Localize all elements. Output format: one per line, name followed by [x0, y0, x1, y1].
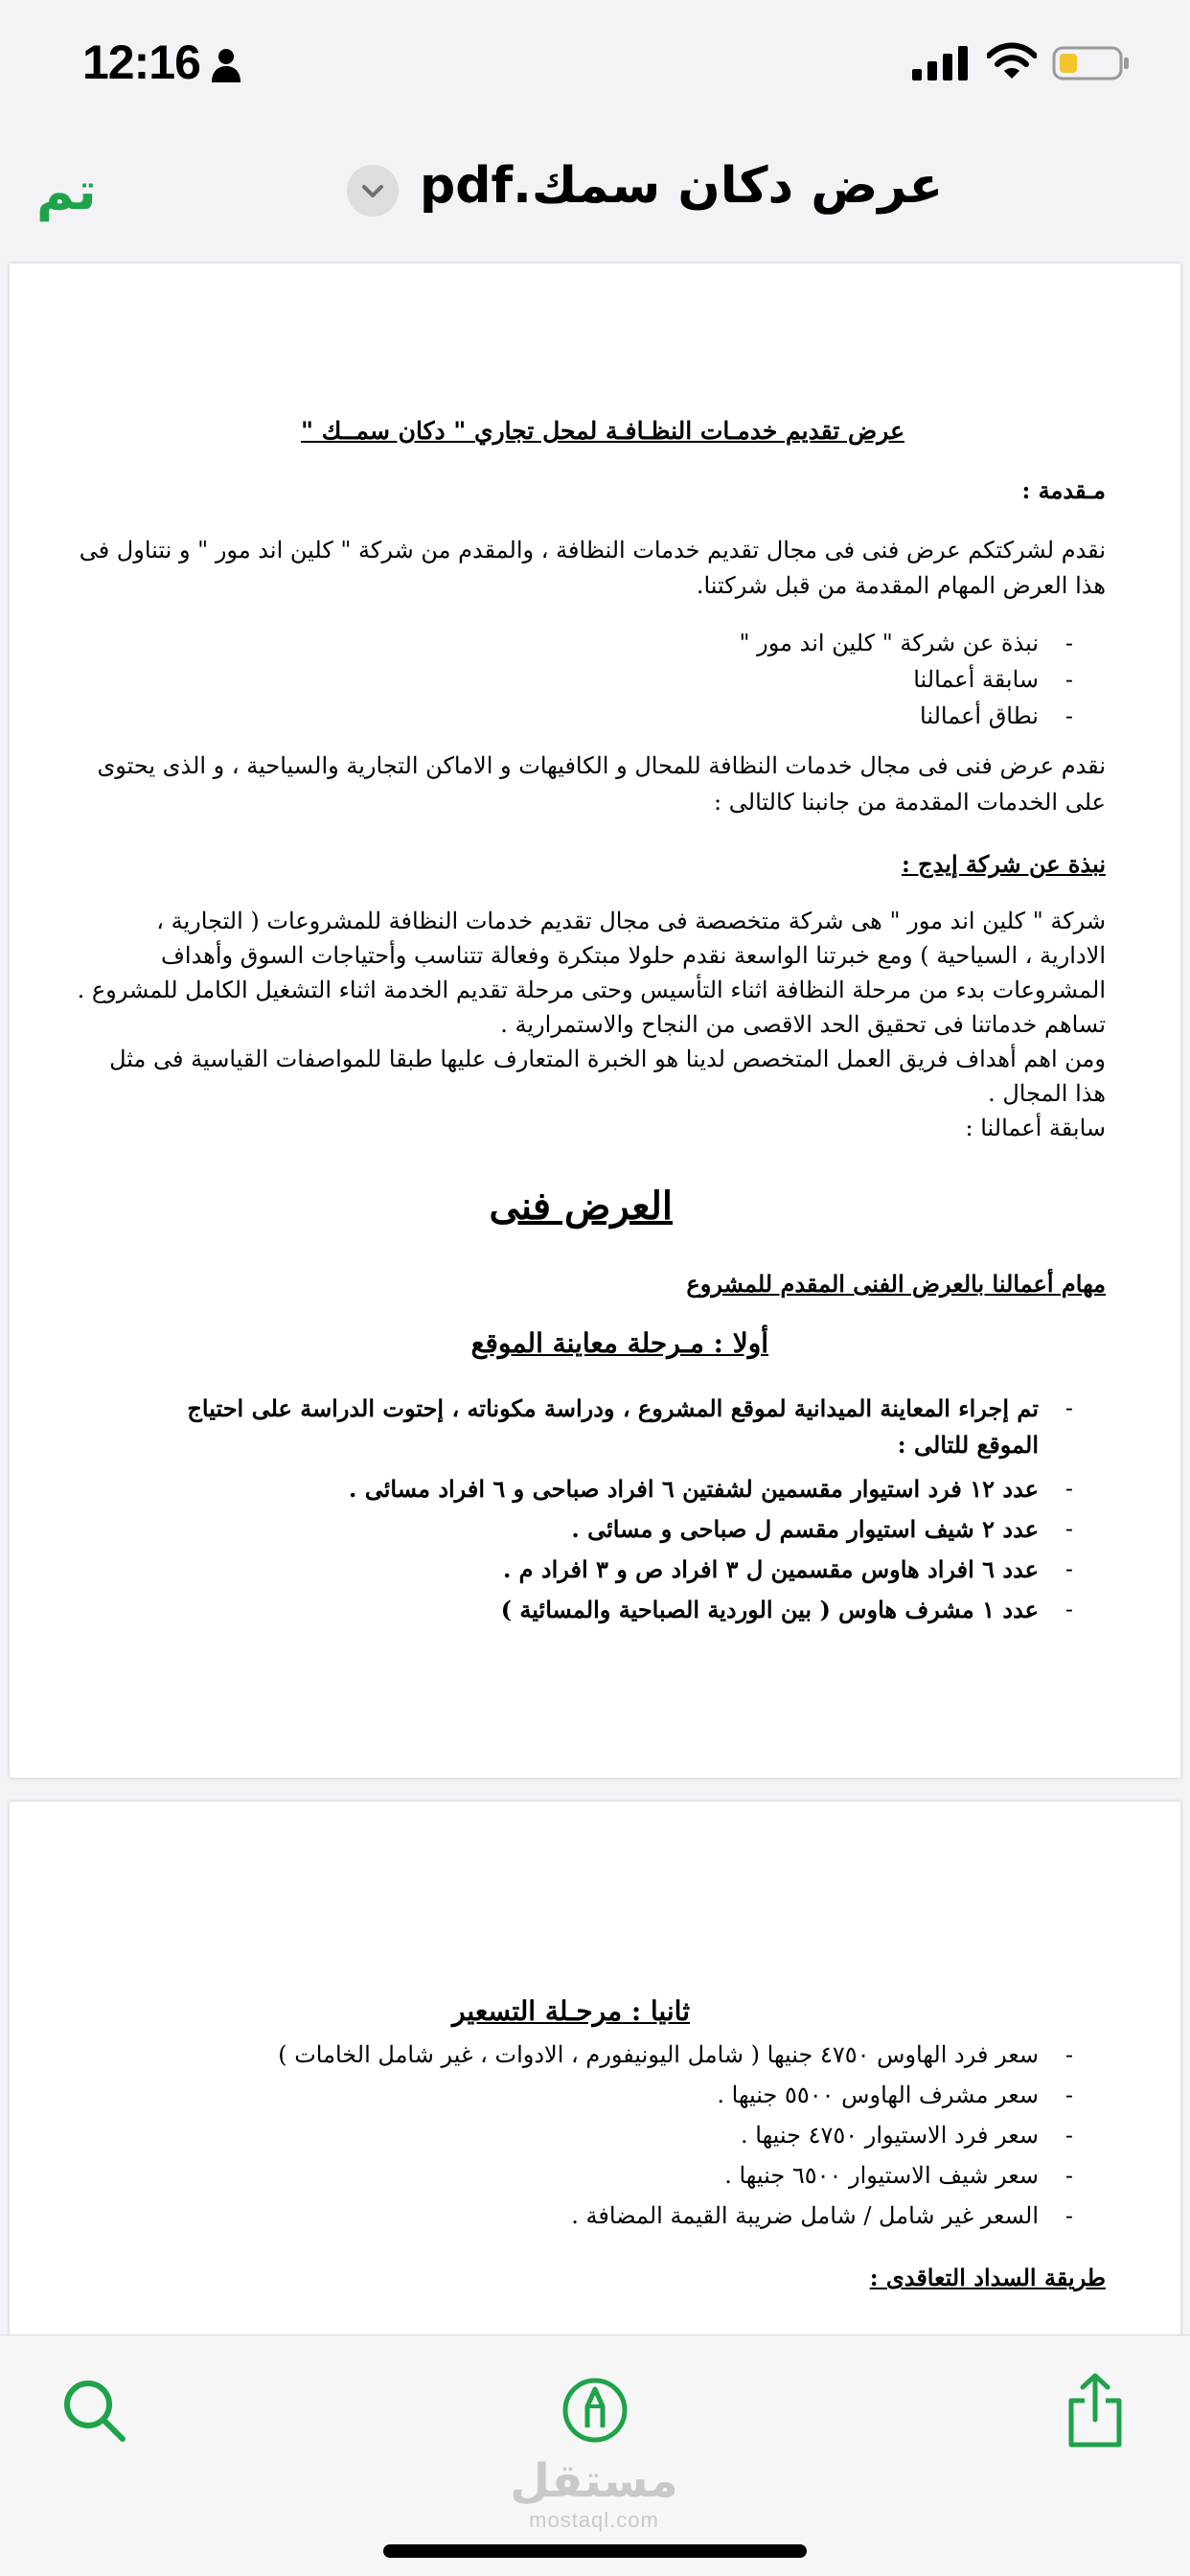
bullet-dash: - — [1064, 1394, 1073, 1421]
pricing-bullet: سعر مشرف الهاوس ٥٥٠٠ جنيها . — [717, 2082, 1039, 2108]
person-icon — [211, 48, 241, 82]
watermark-url: mostaql.com — [529, 2508, 659, 2532]
intro-line-1: نقدم لشركتكم عرض فنى فى مجال تقديم خدمات النظافة ، والمقدم من شركة " كلين اند مور " و نتناول فى — [79, 537, 1106, 564]
bullet-dash: - — [1064, 702, 1073, 729]
about-line: سابقة أعمالنا : — [965, 1115, 1106, 1141]
about-line: ومن اهم أهداف فريق العمل المتخصص لدينا هو الخبرة المتعارف عليها طبقا للمواصفات القياسية فى مثل — [109, 1046, 1106, 1072]
share-icon[interactable] — [1065, 2372, 1125, 2449]
bottom-toolbar — [0, 2334, 1190, 2576]
offer-heading: عرض تقديم خدمـات النظـافـة لمحل تجاري " دكان سمــك " — [301, 417, 904, 445]
bullet-dash: - — [1064, 630, 1073, 656]
bullet-dash: - — [1064, 2162, 1073, 2189]
phase1-heading: أولا : مـرحلة معاينة الموقع — [470, 1327, 768, 1359]
search-icon[interactable] — [61, 2378, 126, 2443]
wifi-icon — [987, 42, 1037, 80]
bullet-dash: - — [1064, 1555, 1073, 1582]
bullet-dash: - — [1064, 1515, 1073, 1542]
nav-bar — [0, 144, 1190, 249]
phase1-bullet: عدد ١ مشرف هاوس ( بين الوردية الصباحية والمسائية ) — [500, 1596, 1039, 1623]
bullet-dash: - — [1064, 1596, 1073, 1622]
signal-icon — [912, 46, 970, 80]
about-line: هذا المجال . — [988, 1080, 1106, 1107]
phase1-bullet: عدد ١٢ فرد استيوار مقسمين لشفتين ٦ افراد صباحى و ٦ افراد مسائى . — [349, 1475, 1039, 1503]
pricing-bullet: سعر فرد الاستيوار ٤٧٥٠ جنيها . — [741, 2122, 1039, 2149]
bullet-dash: - — [1064, 2202, 1073, 2229]
tasks-heading: مهام أعمالنا بالعرض الفنى المقدم للمشروع — [686, 1270, 1106, 1298]
pdf-page-1 — [10, 264, 1180, 1778]
status-time: 12:16 — [82, 35, 200, 89]
pricing-bullet: سعر فرد الهاوس ٤٧٥٠ جنيها ( شامل اليونيفورم ، الادوات ، غير شامل الخامات ) — [278, 2041, 1039, 2068]
about-line: تساهم خدماتنا فى تحقيق الحد الاقصى من النجاح والاستمرارية . — [500, 1011, 1106, 1038]
document-title[interactable]: عرض دكان سمك.pdf — [420, 157, 944, 215]
bullet-dash: - — [1064, 1475, 1073, 1502]
watermark — [498, 2454, 690, 2533]
intro-bullet: نبذة عن شركة " كلين اند مور " — [739, 630, 1039, 656]
status-bar — [0, 0, 1190, 134]
pricing-bullet: سعر شيف الاستيوار ٦٥٠٠ جنيها . — [724, 2162, 1039, 2189]
bullet-dash: - — [1064, 2041, 1073, 2068]
intro-label: مـقدمة : — [1021, 476, 1106, 504]
pricing-bullet: السعر غير شامل / شامل ضريبة القيمة المضافة . — [571, 2202, 1039, 2229]
intro-line-2: هذا العرض المهام المقدمة من قبل شركتنا. — [696, 572, 1106, 599]
chevron-down-icon — [347, 165, 399, 217]
phase1-bullet: عدد ٦ افراد هاوس مقسمين ل ٣ افراد ص و ٣ افراد م . — [502, 1555, 1039, 1583]
about-line: شركة " كلين اند مور " هى شركة متخصصة فى مجال تقديم خدمات النظافة للمشروعات ( التجارية ، — [156, 908, 1106, 934]
phase1-bullet: عدد ٢ شيف استيوار مقسم ل صباحى و مسائى . — [571, 1515, 1039, 1543]
phase2-heading: ثانيا : مرحـلة التسعير — [451, 1995, 690, 2027]
done-button[interactable]: تم — [36, 161, 97, 221]
phase1-bullet-line-2: الموقع للتالى : — [897, 1431, 1039, 1459]
intro-bullet: سابقة أعمالنا — [913, 666, 1039, 693]
home-indicator[interactable] — [383, 2544, 807, 2558]
markup-icon[interactable] — [561, 2374, 629, 2447]
bullet-dash: - — [1064, 2082, 1073, 2108]
payment-heading: طريقة السداد التعاقدى : — [869, 2264, 1106, 2291]
offer-line-2: على الخدمات المقدمة من جانبنا كالتالى : — [714, 789, 1106, 816]
about-line: المشروعات بدء من مرحلة النظافة اثناء التأسيس وحتى مرحلة تقديم الخدمة اثناء التشغيل الكامل للمشروع . — [77, 977, 1106, 1003]
tech-title: العرض فنى — [489, 1184, 673, 1229]
about-heading: نبذة عن شركة إيدج : — [901, 850, 1106, 878]
phase1-bullet-line-1: تم إجراء المعاينة الميدانية لموقع المشروع ، ودراسة مكوناته ، إحتوت الدراسة على احتياج — [187, 1394, 1039, 1422]
about-line: الادارية ، السياحية ) ومع خبرتنا الواسعة نقدم حلولا مبتكرة وفعالة تتناسب وأحتياجات السوق وأهداف — [161, 942, 1106, 969]
title-menu-button[interactable] — [347, 165, 399, 217]
bullet-dash: - — [1064, 2122, 1073, 2149]
battery-icon — [1052, 44, 1131, 82]
bullet-dash: - — [1064, 666, 1073, 693]
intro-bullet: نطاق أعمالنا — [920, 702, 1039, 729]
watermark-arabic: مستقل — [510, 2454, 678, 2508]
offer-line-1: نقدم عرض فنى فى مجال خدمات النظافة للمحال و الكافيهات و الاماكن التجارية والسياحية ، و الذى يحتوى — [97, 752, 1106, 779]
